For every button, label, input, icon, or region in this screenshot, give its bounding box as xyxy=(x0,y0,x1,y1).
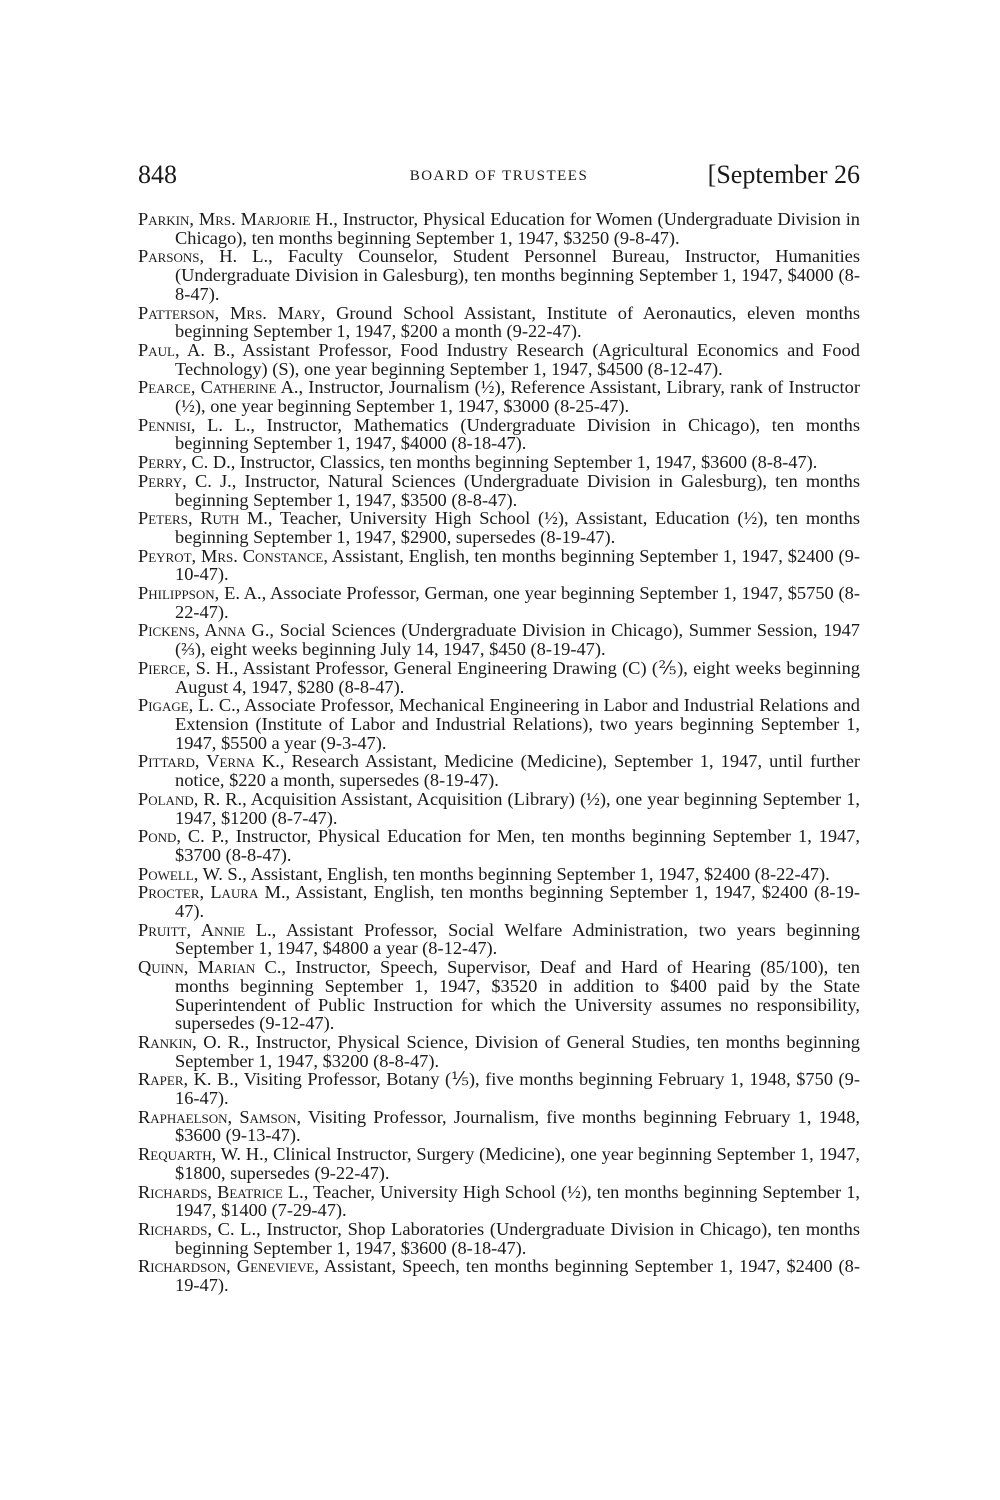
entry-text: Assistant, Speech, ten months beginning September 1, 1947, $2400 (8-19-47). xyxy=(175,1256,860,1296)
entry-name: Perry, C. J., xyxy=(138,470,237,491)
list-item xyxy=(138,1257,860,1294)
entry-name: Parsons, H. L., xyxy=(138,246,273,267)
entry-name: Richardson, Genevieve, xyxy=(138,1256,319,1277)
page-header xyxy=(138,160,860,196)
running-title: BOARD OF TRUSTEES xyxy=(409,168,589,184)
entry-name: Parkin, Mrs. Marjorie H., xyxy=(138,209,338,229)
list-item xyxy=(138,696,860,752)
document-page xyxy=(138,160,860,1295)
list-item xyxy=(138,865,860,884)
entry-text: Assistant Professor, General Engineering Drawing (C) (⅖), eight weeks beginning August 4, 1947, $280 (8-8-47). xyxy=(175,657,860,697)
list-item xyxy=(138,621,860,658)
entry-name: Procter, Laura M., xyxy=(138,882,291,903)
list-item xyxy=(138,584,860,621)
entry-text: Instructor, Physical Science, Division of General Studies, ten months beginning September 1, 1947, $3200 (8-8-47). xyxy=(175,1031,860,1071)
list-item xyxy=(138,1183,860,1220)
entry-name: Pennisi, L. L., xyxy=(138,414,256,435)
entry-text: Associate Professor, Mechanical Engineering in Labor and Industrial Relations and Extension (Institute of Labor and Industrial Relations), two years beginning September 1, 1947, $5500 a year (9-3-47). xyxy=(175,695,861,753)
entry-text: Assistant, English, ten months beginning September 1, 1947, $2400 (8-22-47). xyxy=(246,863,830,884)
entry-name: Pickens, Anna G., xyxy=(138,620,275,641)
entry-name: Quinn, Marian C., xyxy=(138,957,287,978)
entry-text: Visiting Professor, Botany (⅕), five months beginning February 1, 1948, $750 (9-16-47). xyxy=(175,1069,860,1109)
entry-text: Instructor, Speech, Supervisor, Deaf and Hard of Hearing (85/100), ten months beginning September 1, 1947, $3520 in addition to $400 paid by the State Superintendent of Public Instruction for which the University assumes no responsibility, supersedes (9-12-47). xyxy=(175,957,860,1034)
entry-list xyxy=(138,210,860,1295)
entry-name: Pierce, S. H., xyxy=(138,657,239,678)
list-item xyxy=(138,659,860,696)
entry-name: Poland, R. R., xyxy=(138,788,247,809)
entry-name: Perry, C. D., xyxy=(138,452,236,473)
list-item xyxy=(138,472,860,509)
entry-name: Powell, W. S., xyxy=(138,863,247,884)
entry-name: Pruitt, Annie L., xyxy=(138,919,277,940)
entry-name: Peters, Ruth M., xyxy=(138,508,273,529)
entry-text: Assistant, English, ten months beginning September 1, 1947, $2400 (8-19-47). xyxy=(175,882,860,922)
entry-text: Instructor, Shop Laboratories (Undergraduate Division in Chicago), ten months beginning September 1, 1947, $3600 (8-18-47). xyxy=(175,1218,860,1258)
entry-text: Assistant Professor, Social Welfare Administration, two years beginning September 1, 1947, $4800 a year (8-12-47). xyxy=(175,919,860,959)
list-item xyxy=(138,509,860,546)
entry-text: Instructor, Mathematics (Undergraduate Division in Chicago), ten months beginning September 1, 1947, $4000 (8-18-47). xyxy=(175,414,860,454)
entry-name: Pond, C. P., xyxy=(138,826,229,847)
list-item xyxy=(138,378,860,415)
entry-text: Assistant, English, ten months beginning September 1, 1947, $2400 (9-10-47). xyxy=(175,545,860,585)
list-item xyxy=(138,547,860,584)
entry-text: Visiting Professor, Journalism, five months beginning February 1, 1948, $3600 (9-13-47). xyxy=(175,1106,860,1146)
list-item xyxy=(138,921,860,958)
list-item xyxy=(138,304,860,341)
entry-name: Pigage, L. C., xyxy=(138,695,241,716)
list-item xyxy=(138,752,860,789)
list-item xyxy=(138,1220,860,1257)
entry-name: Philippson, E. A., xyxy=(138,583,267,604)
list-item xyxy=(138,1145,860,1182)
entry-text: Teacher, University High School (½), Assistant, Education (½), ten months beginning September 1, 1947, $2900, supersedes (8-19-47). xyxy=(175,508,860,547)
page-number: 848 xyxy=(138,160,177,189)
entry-text: Instructor, Journalism (½), Reference Assistant, Library, rank of Instructor (½), one year beginning September 1, 1947, $3000 (8-25-47). xyxy=(175,377,860,417)
list-item xyxy=(138,1033,860,1070)
entry-text: Ground School Assistant, Institute of Aeronautics, eleven months beginning September 1, 1947, $200 a month (9-22-47). xyxy=(175,302,861,342)
entry-name: Raper, K. B., xyxy=(138,1069,239,1090)
entry-name: Peyrot, Mrs. Constance, xyxy=(138,545,328,566)
entry-name: Richards, Beatrice L., xyxy=(138,1181,309,1202)
entry-name: Paul, A. B., xyxy=(138,339,235,360)
list-item xyxy=(138,883,860,920)
entry-name: Pittard, Verna K., xyxy=(138,751,285,772)
entry-text: Social Sciences (Undergraduate Division in Chicago), Summer Session, 1947 (⅔), eight weeks beginning July 14, 1947, $450 (8-19-47). xyxy=(175,620,860,660)
list-item xyxy=(138,210,860,247)
entry-text: Faculty Counselor, Student Personnel Bureau, Instructor, Humanities (Undergraduate Division in Galesburg), ten months beginning September 1, 1947, $4000 (8-8-47). xyxy=(175,246,860,304)
list-item xyxy=(138,416,860,453)
list-item xyxy=(138,790,860,827)
list-item xyxy=(138,1070,860,1107)
list-item xyxy=(138,247,860,303)
list-item xyxy=(138,1108,860,1145)
entry-text: Associate Professor, German, one year beginning September 1, 1947, $5750 (8-22-47). xyxy=(175,583,860,622)
entry-name: Pearce, Catherine A., xyxy=(138,377,304,398)
entry-text: Instructor, Physical Education for Men, ten months beginning September 1, 1947, $3700 (8-8-47). xyxy=(175,826,861,865)
entry-name: Rankin, O. R., xyxy=(138,1031,250,1052)
list-item xyxy=(138,958,860,1033)
list-item xyxy=(138,827,860,864)
entry-name: Requarth, W. H., xyxy=(138,1144,269,1165)
entry-text: Instructor, Classics, ten months beginning September 1, 1947, $3600 (8-8-47). xyxy=(235,452,818,473)
entry-text: Instructor, Physical Education for Women (Undergraduate Division in Chicago), ten months beginning September 1, 1947, $3250 (9-8-47). xyxy=(175,209,860,248)
entry-text: Research Assistant, Medicine (Medicine), September 1, 1947, until further notice, $220 a month, supersedes (8-19-47). xyxy=(175,751,860,791)
entry-name: Patterson, Mrs. Mary, xyxy=(138,302,326,323)
entry-text: Clinical Instructor, Surgery (Medicine), one year beginning September 1, 1947, $1800, supersedes (9-22-47). xyxy=(175,1144,860,1183)
entry-text: Acquisition Assistant, Acquisition (Library) (½), one year beginning September 1, 1947, $1200 (8-7-47). xyxy=(175,788,860,828)
list-item xyxy=(138,341,860,378)
entry-name: Raphaelson, Samson, xyxy=(138,1106,302,1127)
entry-name: Richards, C. L., xyxy=(138,1218,261,1239)
header-date: [September 26 xyxy=(707,160,860,189)
entry-text: Teacher, University High School (½), ten months beginning September 1, 1947, $1400 (7-29-47). xyxy=(175,1181,861,1221)
list-item xyxy=(138,453,860,472)
entry-text: Instructor, Natural Sciences (Undergraduate Division in Galesburg), ten months beginning September 1, 1947, $3500 (8-8-47). xyxy=(175,470,860,510)
entry-text: Assistant Professor, Food Industry Research (Agricultural Economics and Food Technology) (S), one year beginning September 1, 1947, $4500 (8-12-47). xyxy=(175,339,860,379)
